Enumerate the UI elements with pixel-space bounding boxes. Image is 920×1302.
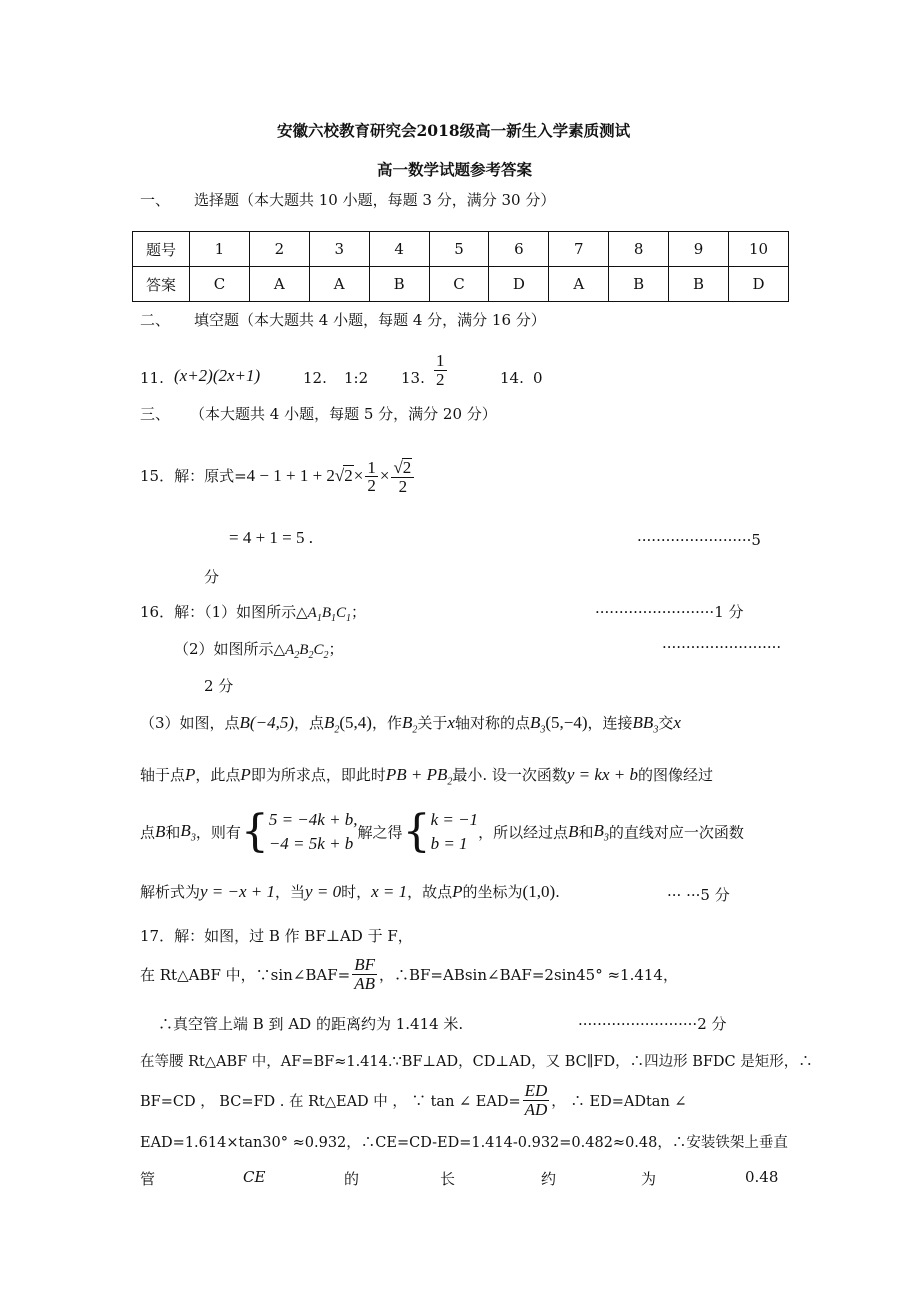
- text: ，∴BF=ABsin∠BAF=2sin45° ≈1.414，: [379, 965, 678, 984]
- table-cell: 答案: [133, 267, 190, 302]
- point-b2-coords: (5,4): [339, 713, 372, 732]
- section1-heading: 选择题（本大题共 10 小题，每题 3 分，满分 30 分）: [194, 191, 556, 209]
- fraction-denominator: AB: [354, 973, 375, 993]
- text: ，当: [275, 883, 306, 901]
- q15-score-unit: 分: [204, 568, 220, 586]
- q17-line7-w5: 约: [541, 1170, 557, 1188]
- q17-line7-w6: 为: [641, 1170, 657, 1188]
- q17-line7-w3: 的: [344, 1170, 360, 1188]
- point-b2: $B_2$: [324, 713, 340, 736]
- q17-line2: [140, 956, 678, 993]
- equation-system: [269, 808, 358, 856]
- sqrt-sign: √: [393, 458, 403, 477]
- text: ，连接: [587, 714, 633, 732]
- text: 的坐标为: [462, 883, 523, 901]
- table-cell: A: [249, 267, 309, 302]
- point-p: P: [185, 765, 196, 784]
- q15-expr-a: 4 − 1 + 1 + 2: [246, 465, 335, 485]
- segment-bb3: $BB_3$: [632, 713, 659, 736]
- q16-part2-label: （2）如图所示△: [174, 640, 286, 658]
- q16-part1: 16．解：（1）如图所示$\triangle A_1B_1C_1$；: [140, 603, 367, 624]
- table-cell: A: [309, 267, 369, 302]
- q16-part3-line1: [140, 712, 681, 735]
- q16-part2-dots: ·························: [662, 638, 782, 656]
- q17-line7-w7: 0.48: [745, 1168, 779, 1186]
- q17-line3: ∴真空管上端 B 到 AD 的距离约为 1.414 米.: [158, 1015, 464, 1033]
- brace-icon: {: [240, 805, 269, 857]
- table-cell: 题号: [133, 232, 190, 267]
- q13-answer: [432, 352, 449, 389]
- text: ，则有: [195, 823, 241, 842]
- table-cell: 4: [369, 232, 429, 267]
- section1-number: 一、: [140, 191, 171, 209]
- table-row-answers: [133, 267, 789, 302]
- table-cell: 1: [190, 232, 250, 267]
- text: 关于: [417, 714, 448, 732]
- point-b: B(−4,5): [239, 713, 294, 732]
- result: x = 1: [371, 882, 408, 901]
- equation: b = 1: [430, 833, 468, 853]
- q15-line2: = 4 + 1 = 5 .: [229, 528, 314, 547]
- text: ，点: [293, 714, 324, 732]
- text: 的直线对应一次函数: [608, 823, 744, 842]
- point-b3-coords: (5,−4): [545, 713, 588, 732]
- table-cell: 10: [729, 232, 789, 267]
- point-b2: $B_2$: [401, 713, 418, 736]
- q16-part3-score: ··· ···5 分: [667, 886, 730, 904]
- fraction-numerator: 1: [436, 351, 445, 370]
- q16-part3-line4: [140, 881, 560, 902]
- text: 在 Rt△ABF 中，∵sin∠BAF=: [140, 965, 351, 984]
- q16-part1-dots: ·························1 分: [595, 603, 744, 621]
- q16-part3-line2: [140, 764, 713, 787]
- q16-part2-score: 2 分: [204, 677, 234, 695]
- table-cell: 5: [429, 232, 489, 267]
- fraction-numerator: BF: [354, 955, 375, 974]
- sqrt-radicand: 2: [402, 458, 412, 477]
- q11-label: 11.: [140, 369, 164, 387]
- times-sign: ×: [379, 465, 390, 485]
- q16-part1-label: 16．解：（1）如图所示△: [140, 603, 308, 621]
- brace-icon: {: [402, 805, 431, 857]
- page-subtitle: 高一数学试题参考答案: [377, 160, 533, 179]
- q17-line7-w1: 管: [140, 1170, 156, 1188]
- text: ，故点: [407, 883, 453, 901]
- q15-label: 15．解：原式=: [140, 466, 247, 485]
- text: 和: [578, 823, 594, 842]
- point-p: P: [452, 882, 463, 901]
- q11-answer: (x+2)(2x+1): [174, 366, 261, 385]
- table-cell: D: [729, 267, 789, 302]
- text: ，所以经过点: [478, 823, 569, 842]
- q14-label: 14.: [500, 369, 524, 387]
- table-cell: 7: [549, 232, 609, 267]
- table-cell: B: [669, 267, 729, 302]
- section3-heading: （本大题共 4 小题，每题 5 分，满分 20 分）: [190, 405, 497, 423]
- q17-line6: EAD=1.614×tan30° ≈0.932，∴CE=CD-ED=1.414-0.932=0.482≈0.48，∴安装铁架上垂直: [140, 1135, 788, 1151]
- fraction-numerator: ED: [524, 1081, 548, 1100]
- text: .: [555, 883, 560, 901]
- text: 即为所求点，即此时: [250, 766, 386, 784]
- axis-x: x: [673, 713, 681, 732]
- fraction-denominator: AD: [524, 1099, 548, 1119]
- text: 解之得: [357, 823, 403, 842]
- table-cell: A: [549, 267, 609, 302]
- solution-system: [431, 808, 479, 856]
- equation: k = −1: [430, 810, 479, 829]
- q13-label: 13.: [401, 369, 425, 387]
- section2-heading: 填空题（本大题共 4 小题，每题 4 分，满分 16 分）: [194, 311, 546, 329]
- triangle-a1b1c1: $A_1B_1C_1$: [307, 605, 352, 624]
- condition: y = 0: [305, 882, 342, 901]
- text: ， ∴ ED=ADtan ∠: [551, 1093, 687, 1110]
- fraction-denominator: 2: [398, 476, 408, 496]
- q16-part2: （2）如图所示$\triangle A_2B_2C_2$；: [174, 640, 344, 661]
- text: BF=CD ， BC=FD . 在 Rt△EAD 中 ， ∵ tan ∠ EAD=: [140, 1093, 521, 1110]
- q16-part3-line3: [140, 805, 744, 857]
- point-b: B: [568, 821, 579, 841]
- table-cell: 3: [309, 232, 369, 267]
- q12-answer: 1:2: [344, 369, 369, 387]
- function-expression: y = −x + 1: [200, 882, 276, 901]
- text: （3）如图，点: [140, 714, 240, 732]
- times-sign: ×: [353, 465, 364, 485]
- table-cell: B: [369, 267, 429, 302]
- table-cell: 9: [669, 232, 729, 267]
- table-cell: 8: [609, 232, 669, 267]
- equation: −4 = 5k + b: [268, 833, 354, 853]
- q17-line4: 在等腰 Rt△ABF 中，AF=BF≈1.414.∵BF⊥AD，CD⊥AD，又 BC∥FD，∴四边形 BFDC 是矩形，∴: [140, 1054, 813, 1070]
- text: 最小. 设一次函数: [452, 766, 567, 784]
- sqrt-sign: √: [334, 465, 345, 485]
- q17-line1: 17．解：如图，过 B 作 BF⊥AD 于 F，: [140, 927, 413, 945]
- point-b3: $B_3$: [593, 820, 609, 843]
- text: ，此点: [195, 766, 241, 784]
- q15-line1: [140, 458, 416, 496]
- text: 和: [165, 823, 181, 842]
- sum-expression: PB + $PB_2$: [385, 765, 453, 788]
- text: 的图像经过: [637, 766, 713, 784]
- table-cell: 6: [489, 232, 549, 267]
- linear-function: y = kx + b: [566, 765, 638, 784]
- q15-score-dots: ························5: [637, 531, 761, 549]
- text: 轴于点: [140, 766, 186, 784]
- table-cell: C: [429, 267, 489, 302]
- section2-number: 二、: [140, 311, 171, 329]
- table-row-numbers: [133, 232, 789, 267]
- table-cell: B: [609, 267, 669, 302]
- point-p: P: [240, 765, 251, 784]
- q17-line3-score: ·························2 分: [578, 1015, 727, 1033]
- q17-line7-w2: CE: [243, 1168, 266, 1186]
- text: ，作: [371, 714, 402, 732]
- table-cell: D: [489, 267, 549, 302]
- text: 点: [140, 823, 156, 842]
- fraction-numerator: 1: [367, 457, 376, 477]
- fraction-denominator: 2: [436, 369, 445, 389]
- q17-line5: [140, 1082, 687, 1119]
- section3-number: 三、: [140, 405, 171, 423]
- text: 时，: [341, 883, 372, 901]
- table-cell: 2: [249, 232, 309, 267]
- q17-line7-w4: 长: [440, 1170, 456, 1188]
- sqrt-radicand: 2: [344, 465, 353, 485]
- q14-answer: 0: [533, 369, 543, 387]
- q12-label: 12.: [303, 369, 327, 387]
- answer-table: [132, 231, 789, 302]
- axis-x: x: [447, 713, 455, 732]
- point-b: B: [155, 821, 166, 841]
- text: 解析式为: [140, 883, 201, 901]
- text: 轴对称的点: [454, 714, 530, 732]
- triangle-a2b2c2: $A_2B_2C_2$: [285, 642, 329, 661]
- page-title: 安徽六校教育研究会2018级高一新生入学素质测试: [277, 121, 631, 140]
- text: 交: [658, 714, 674, 732]
- fraction-denominator: 2: [367, 476, 376, 496]
- equation: 5 = −4k + b,: [268, 810, 358, 829]
- table-cell: C: [190, 267, 250, 302]
- point-b3: $B_3$: [180, 820, 196, 843]
- point-p-coords: (1,0): [522, 882, 556, 901]
- point-b3: $B_3$: [529, 713, 546, 736]
